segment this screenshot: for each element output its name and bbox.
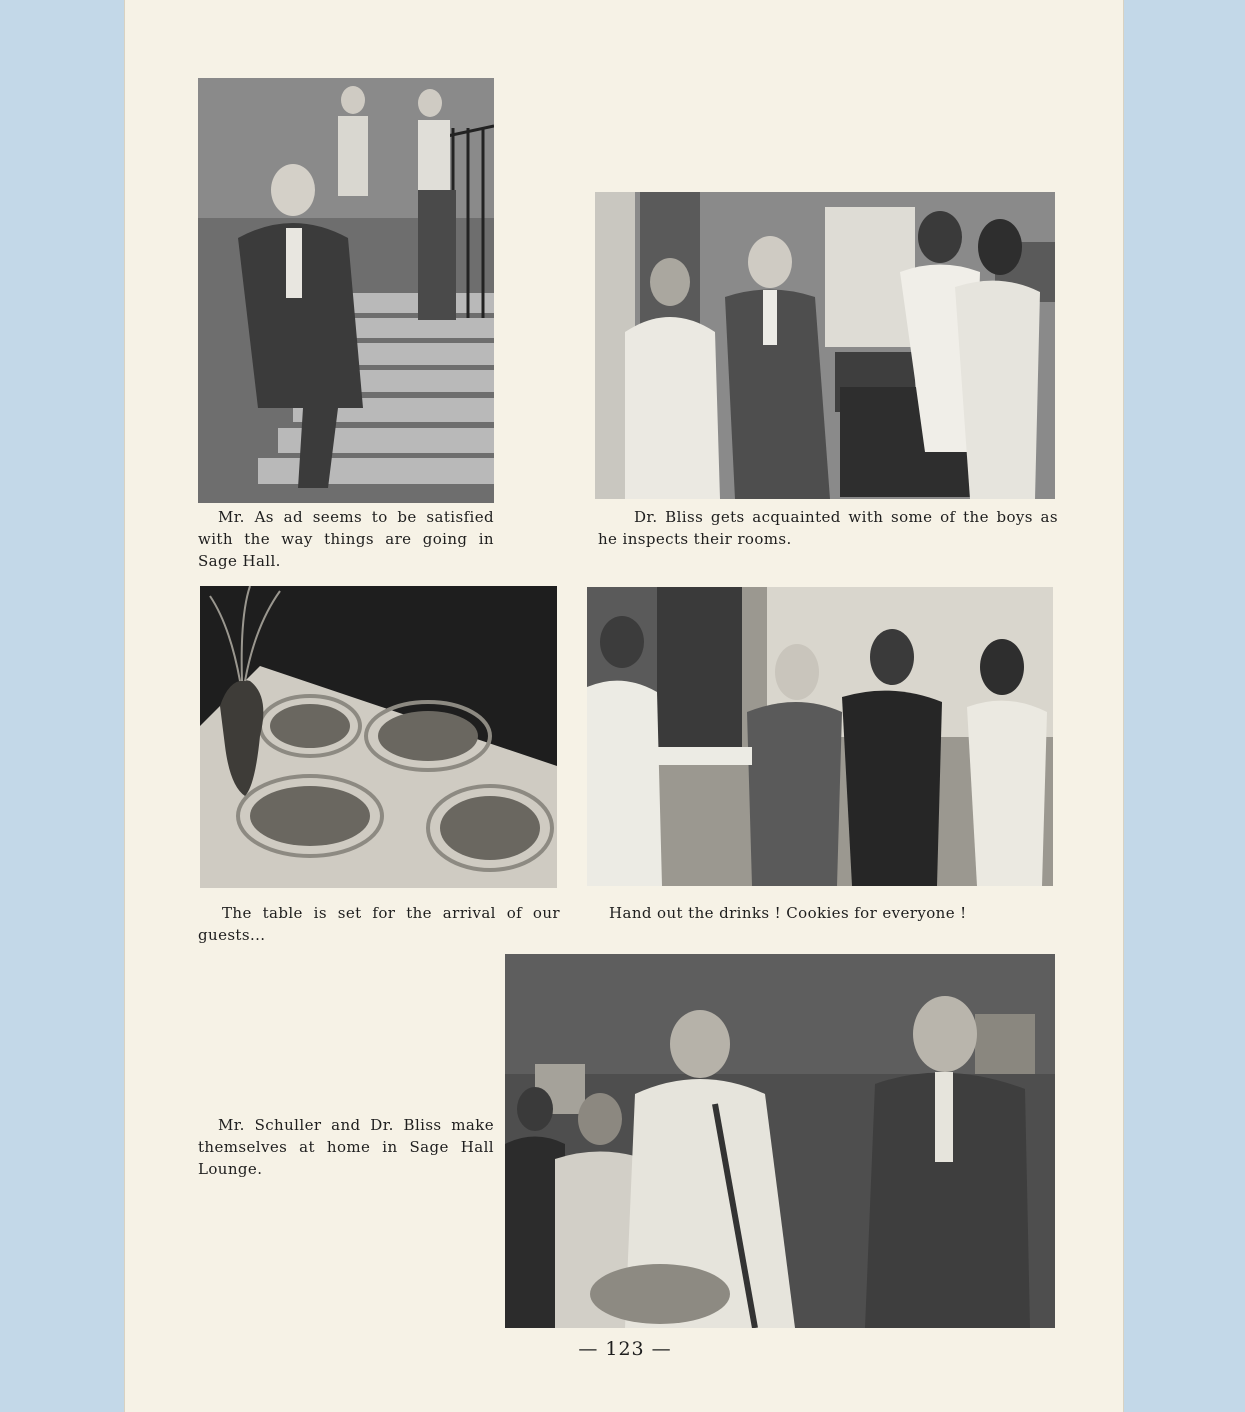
photo-drinks	[587, 587, 1053, 886]
caption-bliss: Dr. Bliss gets acquainted with some of the boys as he inspects their rooms.	[598, 508, 1058, 548]
caption-asad: Mr. As ad seems to be satisfied with the way things are going in Sage Hall.	[198, 508, 494, 570]
photo-staircase	[198, 78, 494, 503]
yearbook-page	[125, 0, 1123, 1412]
caption-lounge: Mr. Schuller and Dr. Bliss make themselves at home in Sage Hall Lounge.	[198, 1116, 494, 1178]
photo-lounge	[505, 954, 1055, 1328]
page-number: — 123 —	[578, 1338, 672, 1360]
photo-dormitory-room	[595, 192, 1055, 499]
caption-table: The table is set for the arrival of our guests...	[198, 904, 560, 944]
caption-drinks: Hand out the drinks ! Cookies for everyone !	[609, 904, 967, 922]
photo-cookie-table	[200, 586, 557, 888]
